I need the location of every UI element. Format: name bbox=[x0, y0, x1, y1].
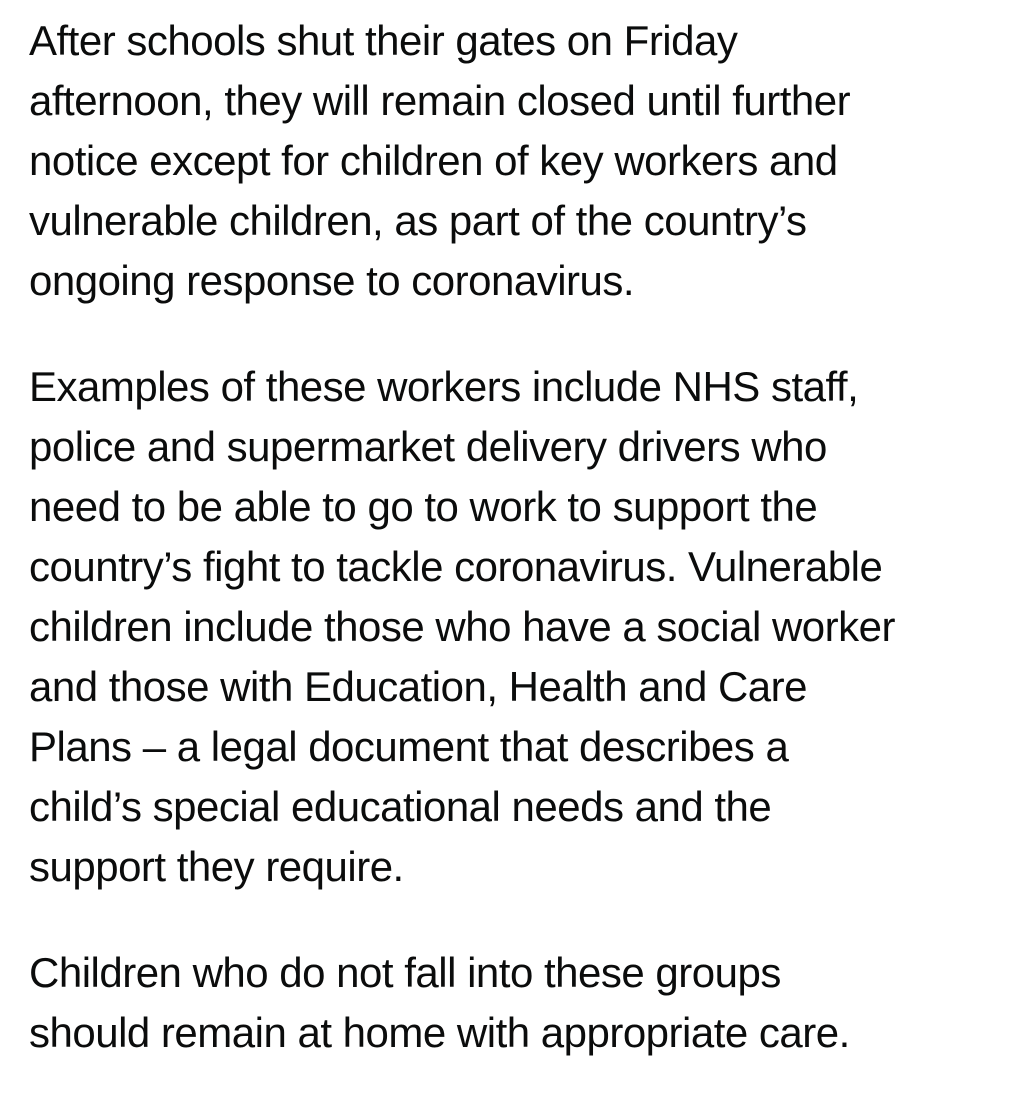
text-line: After schools shut their gates on Friday bbox=[29, 17, 738, 64]
text-line: notice except for children of key workers and bbox=[29, 137, 838, 184]
paragraph-key-workers bbox=[29, 357, 1029, 897]
text-line: and those with Education, Health and Care bbox=[29, 663, 808, 710]
text-line: ongoing response to coronavirus. bbox=[29, 257, 635, 304]
text-line: Plans – a legal document that describes a bbox=[29, 723, 789, 770]
text-line: children include those who have a social worker bbox=[29, 603, 895, 650]
text-line: Examples of these workers include NHS staff, bbox=[29, 363, 859, 410]
text-line: child’s special educational needs and the bbox=[29, 783, 772, 830]
text-line: police and supermarket delivery drivers who bbox=[29, 423, 827, 470]
text-line: vulnerable children, as part of the country’s bbox=[29, 197, 807, 244]
text-line: country’s fight to tackle coronavirus. Vulnerable bbox=[29, 543, 883, 590]
paragraph-school-closures bbox=[29, 11, 1029, 311]
text-line: support they require. bbox=[29, 843, 404, 890]
text-line: should remain at home with appropriate care. bbox=[29, 1009, 850, 1056]
text-line: need to be able to go to work to support the bbox=[29, 483, 818, 530]
paragraph-remain-home bbox=[29, 943, 1029, 1063]
text-line: afternoon, they will remain closed until further bbox=[29, 77, 851, 124]
text-line: Children who do not fall into these groups bbox=[29, 949, 781, 996]
article-body bbox=[29, 11, 1029, 1109]
